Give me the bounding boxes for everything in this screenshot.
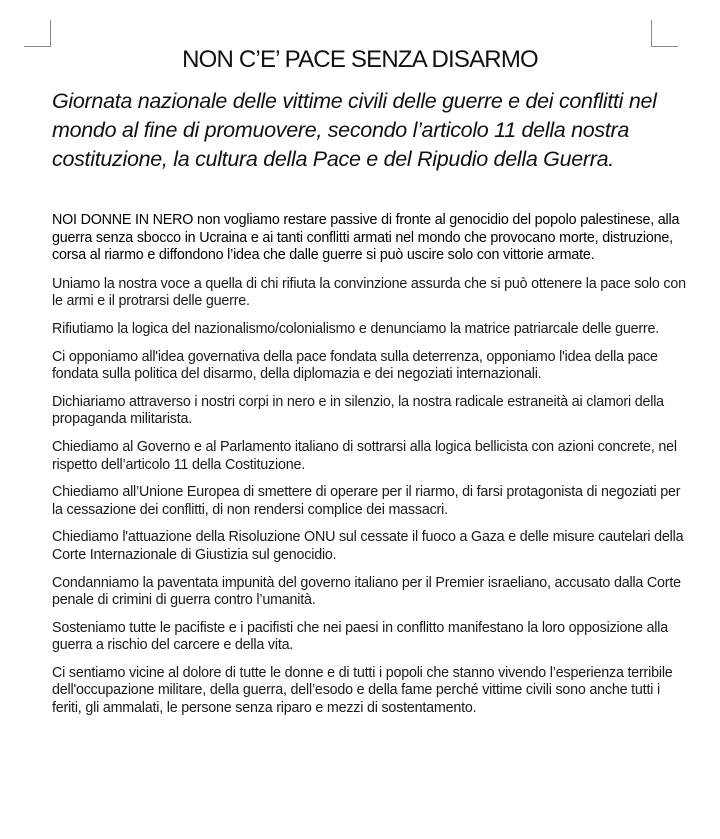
paragraph: Ci sentiamo vicine al dolore di tutte le donne e di tutti i popoli che stanno vivendo l’esperienza terribile dell'occupazione militare, della guerra, dell’esodo e della fame perché vittime civili sono anche tutti i feriti, gli ammalati, le persone senza riparo e mezzi di sostentamento. bbox=[52, 664, 673, 717]
paragraph: Ci opponiamo all'idea governativa della pace fondata sulla deterrenza, opponiamo l'idea della pace fondata sulla politica del disarmo, della diplomazia e dei negoziati internazionali. bbox=[52, 348, 658, 383]
paragraph-intro: NOI DONNE IN NERO non vogliamo restare passive di fronte al genocidio del popolo palestinese, alla guerra senza sbocco in Ucraina e ai tanti conflitti armati nel mondo che provocano morte, distruzione, corsa al riarmo e diffondono l’idea che dalle guerre si può uscire solo con vittorie armate. bbox=[52, 212, 680, 264]
paragraph: Uniamo la nostra voce a quella di chi rifiuta la convinzione assurda che si può ottenere la pace solo con le armi e il protrarsi delle guerre. bbox=[52, 275, 686, 310]
paragraph: Rifiutiamo la logica del nazionalismo/colonialismo e denunciamo la matrice patriarcale delle guerre. bbox=[52, 320, 659, 337]
paragraph: Chiediamo al Governo e al Parlamento italiano di sottrarsi alla logica bellicista con azioni concrete, nel rispetto dell’articolo 11 della Costituzione. bbox=[52, 438, 677, 473]
page-corner-mark-top-left bbox=[24, 20, 51, 47]
paragraph: Dichiariamo attraverso i nostri corpi in nero e in silenzio, la nostra radicale estraneità ai clamori della propaganda militarista. bbox=[52, 393, 664, 428]
paragraph: Sosteniamo tutte le pacifiste e i pacifisti che nei paesi in conflitto manifestano la loro opposizione alla guerra a rischio del carcere e della vita. bbox=[52, 619, 668, 654]
paragraph: Chiediamo all’Unione Europea di smettere di operare per il riarmo, di farsi protagonista di negoziati per la cessazione dei conflitti, di non rendersi complice dei massacri. bbox=[52, 484, 681, 518]
paragraph: Condanniamo la paventata impunità del governo italiano per il Premier israeliano, accusato dalla Corte penale di crimini di guerra contro l’umanità. bbox=[52, 574, 681, 609]
document-title: NON C’E’ PACE SENZA DISARMO bbox=[182, 46, 538, 73]
page-corner-mark-top-right bbox=[651, 20, 678, 47]
paragraph: Chiediamo l'attuazione della Risoluzione ONU sul cessate il fuoco a Gaza e delle misure cautelari della Corte Internazionale di Giustizia sul genocidio. bbox=[52, 529, 684, 563]
document-body bbox=[52, 212, 692, 728]
document-subtitle: Giornata nazionale delle vittime civili delle guerre e dei conflitti nel mondo al fine di promuovere, secondo l’articolo 11 della nostra costituzione, la cultura della Pace e del Ripudio della Guerra. bbox=[52, 89, 657, 171]
